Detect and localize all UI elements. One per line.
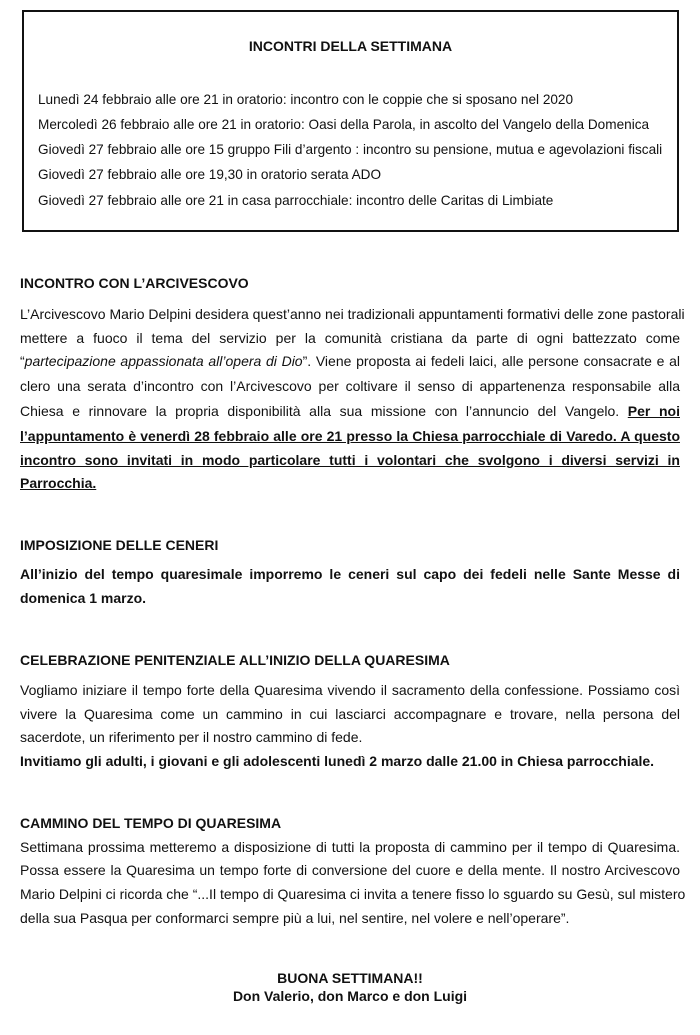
paragraph-line: Mario Delpini ci ricorda che “...Il tempo di Quaresima ci invita a tenere fisso lo sguardo su Gesù, sul mistero xyxy=(20,886,686,902)
paragraph-line: Invitiamo gli adulti, i giovani e gli adolescenti lunedì 2 marzo dalle 21.00 in Chiesa parrocchiale. xyxy=(20,753,655,769)
paragraph-line: della sua Pasqua per conformarci sempre più a lui, nel sentire, nel volere e nell’operare”. xyxy=(20,910,570,926)
paragraph-line: Possa essere la Quaresima un tempo forte di conversione del cuore e della mente. Il nostro Arcivescovo xyxy=(20,862,680,878)
paragraph-line: Chiesa e rinnovare la propria disponibilità alla sua missione con l’annuncio del Vangelo. Per noi xyxy=(20,403,680,419)
weekly-meetings-box xyxy=(22,10,679,232)
meeting-line: Giovedì 27 febbraio alle ore 15 gruppo Fili d’argento : incontro su pensione, mutua e agevolazioni fiscali xyxy=(38,142,663,157)
highlight-line: l’appuntamento è venerdì 28 febbraio alle ore 21 presso la Chiesa parrocchiale di Varedo. A questo xyxy=(20,428,680,444)
paragraph-line: vivere la Quaresima come un cammino in cui lasciarci accompagnare e trovare, nella persona del xyxy=(20,706,680,722)
paragraph-line: “partecipazione appassionata all’opera di Dio”. Viene proposta ai fedeli laici, alle persone consacrate e al xyxy=(20,353,680,369)
paragraph-line: clero una serata d’incontro con l’Arcivescovo per coltivare il senso di appartenenza responsabile alla xyxy=(20,378,680,394)
section-title-penitential: CELEBRAZIONE PENITENZIALE ALL’INIZIO DELLA QUARESIMA xyxy=(20,652,450,668)
greeting: BUONA SETTIMANA!! xyxy=(277,970,423,986)
section-title-archbishop: INCONTRO CON L’ARCIVESCOVO xyxy=(20,275,249,291)
section-title-lent-path: CAMMINO DEL TEMPO DI QUARESIMA xyxy=(20,815,282,831)
paragraph-line: Vogliamo iniziare il tempo forte della Quaresima vivendo il sacramento della confessione. Possiamo così xyxy=(20,682,680,698)
highlight-text: Per noi xyxy=(627,403,680,419)
paragraph-line: mettere a fuoco il tema del servizio per la comunità cristiana da parte di ogni battezzato come xyxy=(20,330,680,346)
paragraph-line: domenica 1 marzo. xyxy=(20,590,147,606)
section-title-ashes: IMPOSIZIONE DELLE CENERI xyxy=(20,537,219,553)
meeting-line: Giovedì 27 febbraio alle ore 19,30 in oratorio serata ADO xyxy=(38,167,382,182)
signature: Don Valerio, don Marco e don Luigi xyxy=(232,988,468,1004)
meeting-line: Mercoledì 26 febbraio alle ore 21 in oratorio: Oasi della Parola, in ascolto del Vangelo della Domenica xyxy=(38,117,650,132)
weekly-meetings-title: INCONTRI DELLA SETTIMANA xyxy=(248,38,453,54)
paragraph-line: All’inizio del tempo quaresimale imporremo le ceneri sul capo dei fedeli nelle Sante Messe di xyxy=(20,566,680,582)
highlight-line: incontro sono invitati in modo particolare tutti i volontari che svolgono i diversi servizi in xyxy=(20,452,680,468)
paragraph-line: sacerdote, un riferimento per il nostro cammino di fede. xyxy=(20,729,363,745)
paragraph-line: Settimana prossima metteremo a disposizione di tutti la proposta di cammino per il tempo di Quaresima. xyxy=(20,839,680,855)
italic-quote: partecipazione appassionata all’opera di Dio xyxy=(24,353,303,369)
meeting-line: Lunedì 24 febbraio alle ore 21 in oratorio: incontro con le coppie che si sposano nel 2020 xyxy=(38,92,574,107)
highlight-line: Parrocchia. xyxy=(20,475,97,491)
meeting-line: Giovedì 27 febbraio alle ore 21 in casa parrocchiale: incontro delle Caritas di Limbiate xyxy=(38,193,554,208)
paragraph-line: L’Arcivescovo Mario Delpini desidera quest’anno nei tradizionali appuntamenti formativi delle zone pastorali xyxy=(20,306,685,322)
